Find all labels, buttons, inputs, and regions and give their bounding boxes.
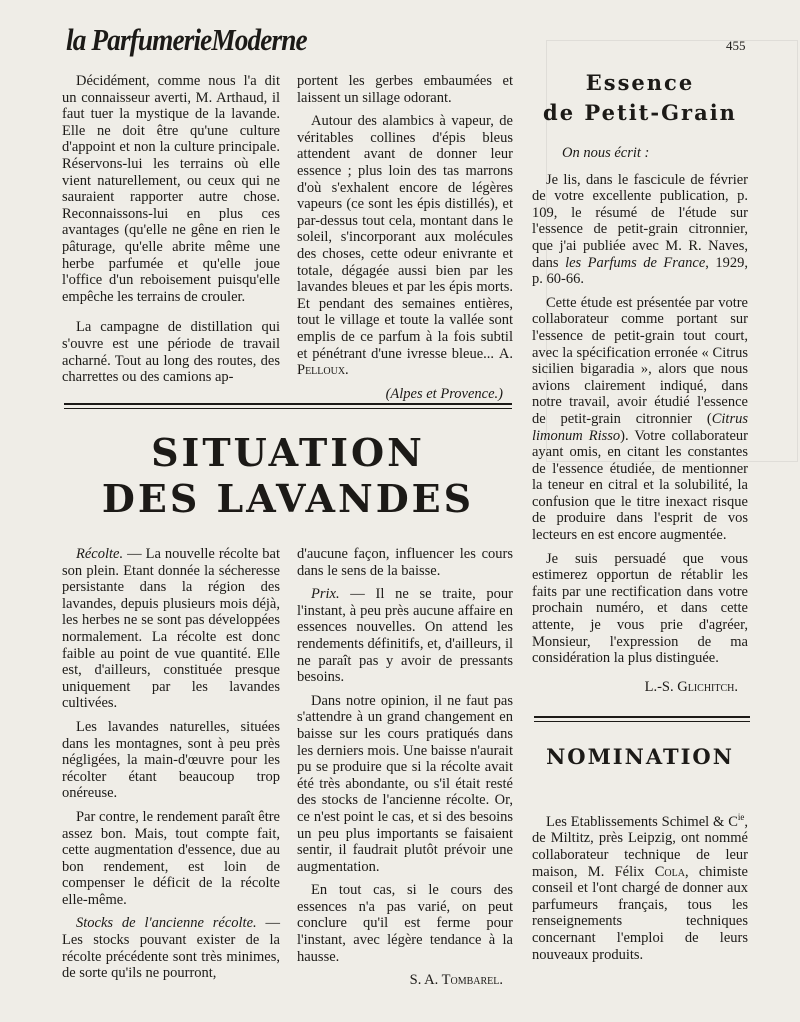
signature: S. A. Tombarel. [409,972,503,989]
paragraph [62,915,280,981]
top-article-col1 [62,73,280,393]
paragraph [297,113,513,379]
paragraph [532,295,748,544]
paragraph: Dans notre opinion, il ne faut pas s'attendre à un grand changement en baisse sur les cours pratiqués dans les derniers mois. Une baisse n'aurait pu se produire que si la récolte avait été très abondante, ou s'il était resté des stocks de l'ancienne récolte. Or, ce n'est point le cas, et si des besoins un peu plus importants se faisaient sentir, il faudrait plutôt prévoir une augmentation. [297,692,513,875]
paragraph [532,809,748,963]
superscript: ie [737,812,745,822]
paragraph: La campagne de distillation qui s'ouvre est une période de travail acharné. Tout au long des routes, des charrettes ou des camions ap- [62,319,280,386]
paragraph: portent les gerbes embaumées et laissent un sillage odorant. [297,73,513,106]
subhead: Stocks de l'ancienne récolte. [76,915,257,932]
citation: les Parfums de France [565,254,706,271]
paragraph: Les lavandes naturelles, situées dans les montagnes, sont à peu près négligées, la main-d'œuvre pour les récolter étant beaucoup trop onéreuse. [62,718,280,802]
signature: L.-S. Glichitch. [644,678,738,695]
signature: A. Pelloux. [297,345,513,379]
paragraph-text: Les Etablissements Schimel & C [546,813,738,830]
title-line: de Petit-Grain [543,100,737,125]
section-rule [64,403,512,405]
paragraph: Par contre, le rendement paraît être assez bon. Mais, tout compte fait, cette augmentation d'essence, due au bon rendement, est loin de compenser le déficit de la récolte elle-même. [62,808,280,908]
person-name: Cola [654,863,685,880]
paragraph [297,586,513,686]
paragraph: Décidément, comme nous l'a dit un connaisseur averti, M. Arthaud, il faut tuer la mystique de la lavande. Elle ne doit être qu'une culture d'appoint et non la culture principale. Réservons-lui les terrains où elle vient naturellement, ou ceux qui ne sauraient rapporter autre chose. Reconnaissons-lui en plus ces avantages (qu'elle ne gêne en rien le pâturage, qu'elle abrite même une herbe parfumée et qu'elle joue l'office d'un reboisement puisqu'elle empêche les terrains de crouler. [62,73,280,305]
petit-grain-col [532,145,748,702]
paragraph-text: , chimiste conseil et l'ont chargé de donner aux parfumeurs français, tous les renseignements techniques concernant l'emploi de leurs nouveaux produits. [532,863,748,963]
paragraph-text: — La nouvelle récolte bat son plein. Etant donnée la sécheresse persistante dans la région des lavandes, depuis plusieurs mois déjà, les herbes ne se sont pas développées normalement. La récolte est donc faible au point de vue quantité. Elle est, d'ailleurs, constituée presque uniquement par les lavandes cultivées. [62,546,280,712]
paragraph-text: — Les stocks pouvant exister de la récolte précédente sont très minimes, de sorte qu'ils ne pourront, [62,915,281,982]
title-line: DES LAVANDES [101,476,475,521]
page-number: 455 [726,38,746,53]
paragraph [532,172,748,288]
subhead: Récolte. [76,546,124,562]
nomination-col [532,809,748,970]
paragraph-text: , de Miltitz, près Leipzig, ont nommé collaborateur technique de leur maison, M. Félix [532,813,748,880]
section-title [64,430,512,522]
lavandes-col2 [297,546,513,996]
subhead: Prix. [311,586,340,603]
nomination-title: NOMINATION [546,744,734,769]
paragraph-text: — Il ne se traite, pour l'instant, à peu près aucune affaire en essences nouvelles. On attend les rendements définitifs, et, d'ailleurs, il ne paraît pas y avoir de pressants besoins. [297,586,513,686]
paragraph: d'aucune façon, influencer les cours dans le sens de la baisse. [297,546,513,579]
title-line: SITUATION [151,430,425,475]
location: (Alpes et Provence.) [385,385,503,402]
intro: On nous écrit : [562,145,650,161]
petit-grain-title [532,68,748,128]
top-article-col2 [297,73,513,409]
paragraph: Je suis persuadé que vous estimerez opportun de rétablir les faits par une rectification dans votre prochain numéro, et dans cette attente, je vous prie d'agréer, Monsieur, l'expression de ma considération la plus distinguée. [532,550,748,667]
paragraph-text: Autour des alambics à vapeur, de véritables collines d'épis bleus attendent avant de donner leur essence ; plus loin des tas marrons d'où s'exhalent encore de légères vapeurs (ce sont les épis distillés), et par-dessus tout cela, montant dans le soleil, s'incorporant aux molécules des choses, cette odeur enivrante et totale, dégagée aussi bien par les lavandes bleues et par les épis morts. Et pendant des semaines entières, tout le village et toute la vallée sont emplis de ce parfum à la fois subtil et pénétrant d'une ivresse bleue... [297,113,513,362]
paragraph: En tout cas, si le cours des essences n'a pas varié, on peut conclure qu'il est ferme pour l'instant, avec légère tendance à la hausse. [297,882,513,965]
paragraph-text: ). Votre collaborateur ayant omis, en citant les constantes de l'essence étudiée, de mentionner la teneur en citral et la solubilité, la confusion que le titre inexact risque de produire dans l'esprit de vos lecteurs en est encore augmentée. [532,427,748,544]
paragraph-text: Cette étude est présentée par votre collaborateur comme portant sur l'essence de petit-grain tout court, avec la spécification erronée « Citrus sicilien bigaradia », alors que nous avions clairement indiqué, dans notre travail, avoir étudié l'essence de petit-grain citronnier ( [532,294,748,427]
masthead-logo: la ParfumerieModerne [66,22,307,57]
paragraph [62,546,280,712]
lavandes-col1 [62,546,280,989]
section-rule [534,716,750,718]
citation: Citrus limonum Risso [532,410,748,444]
paragraph-text: , 1929, p. 60-66. [532,254,748,288]
title-line: Essence [585,70,695,95]
paragraph-text: Je lis, dans le fascicule de février de votre excellente publication, p. 109, le résumé de l'étude sur l'essence de petit-grain citronnier, que j'ai publiée avec M. R. Naves, dans [532,171,748,271]
